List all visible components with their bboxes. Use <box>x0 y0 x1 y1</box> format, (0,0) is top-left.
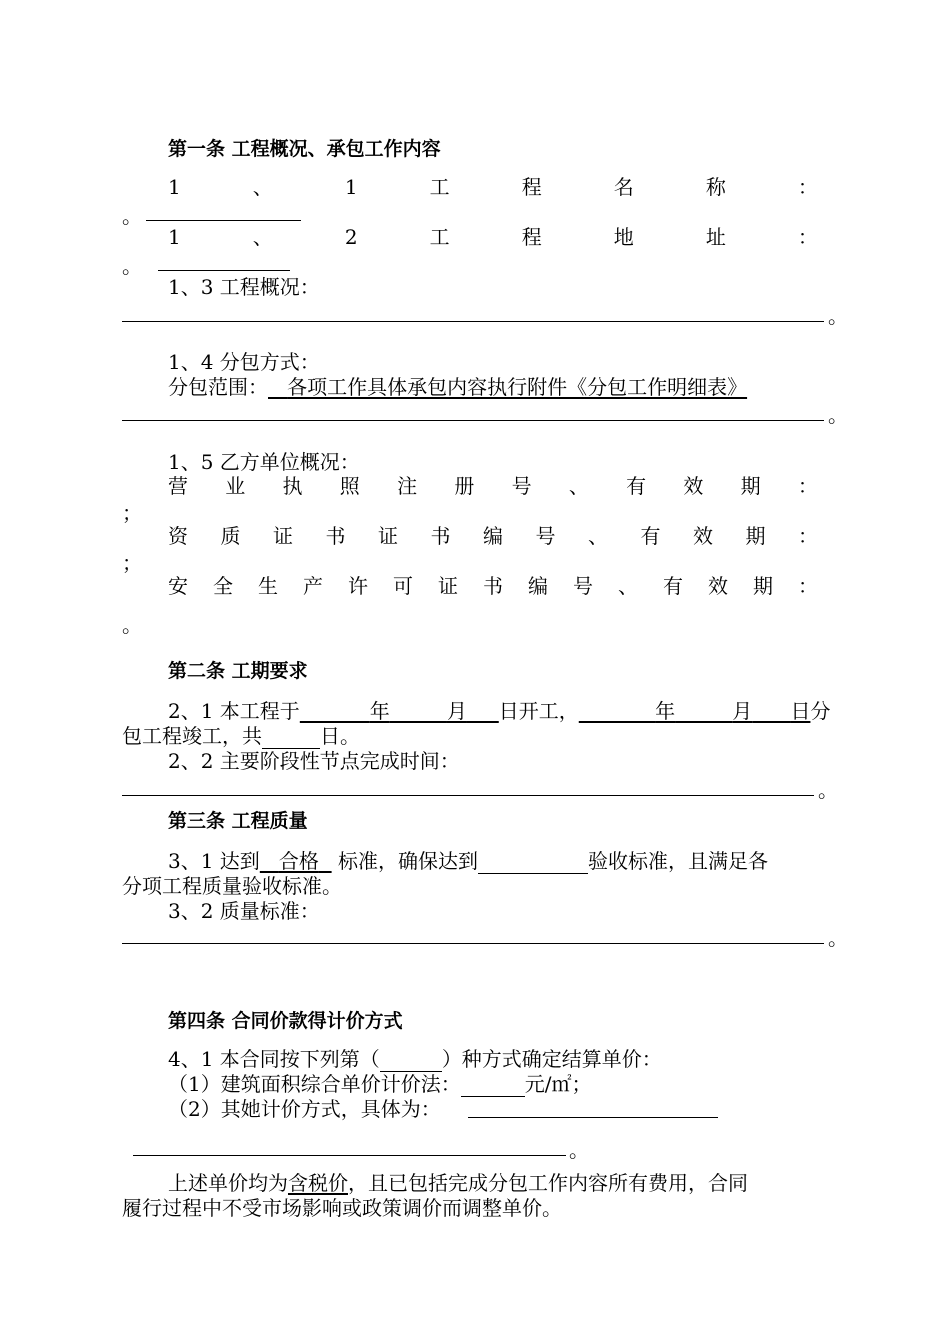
end-mark: 。 <box>828 403 848 427</box>
spaced-char: ： <box>798 524 818 548</box>
spaced-char: 期 <box>745 524 766 548</box>
safety-row <box>168 573 818 599</box>
method-label: 1、4 分包方式： <box>168 350 320 374</box>
acceptance-standard-blank[interactable] <box>478 851 588 874</box>
section-4-title: 第四条 合同价款得计价方式 <box>168 1010 403 1032</box>
spaced-char: 、 <box>252 225 273 249</box>
spaced-char: ： <box>798 574 818 598</box>
tax-included: 含税价 <box>288 1171 348 1195</box>
other-pricing-blank-2[interactable] <box>133 1155 566 1156</box>
semicolon: ； <box>122 501 142 525</box>
spaced-char: 营 <box>168 474 188 498</box>
project-address-row <box>168 224 818 250</box>
spaced-char: 有 <box>663 574 683 598</box>
end-date-blank[interactable]: 年 月 日 <box>655 699 811 723</box>
spaced-char: 地 <box>613 225 634 249</box>
spaced-char: 书 <box>325 524 346 548</box>
unit-price-blank[interactable] <box>461 1074 525 1097</box>
spaced-char: 资 <box>168 524 188 548</box>
spaced-char: 、 <box>568 474 589 498</box>
end-mark: 。 <box>122 613 142 637</box>
spaced-char: 号 <box>511 474 532 498</box>
other-pricing-blank[interactable] <box>468 1117 718 1118</box>
spaced-char: 书 <box>430 524 451 548</box>
milestone-blank[interactable] <box>122 795 814 796</box>
spaced-char: 产 <box>303 574 323 598</box>
quality-line-2: 分项工程质量验收标准。 <box>122 874 342 898</box>
price-note-line-2: 履行过程中不受市场影响或政策调价而调整单价。 <box>122 1196 562 1220</box>
spaced-char: 号 <box>573 574 593 598</box>
end-mark: 。 <box>828 926 848 950</box>
end-mark: 。 <box>818 778 838 802</box>
spaced-char: 名 <box>613 175 634 199</box>
spaced-char: 可 <box>393 574 413 598</box>
spaced-char: 程 <box>521 175 542 199</box>
milestone-label: 2、2 主要阶段性节点完成时间： <box>168 749 460 773</box>
spaced-char: 有 <box>626 474 647 498</box>
pricing-line-3: （2）其她计价方式，具体为： <box>168 1097 441 1121</box>
pricing-line-2: （1）建筑面积综合单价计价法： 元/㎡； <box>168 1072 592 1096</box>
end-mark: 。 <box>828 304 848 328</box>
project-name-row <box>168 174 818 200</box>
spaced-char: ： <box>797 474 818 498</box>
spaced-char: 全 <box>213 574 233 598</box>
scope-label: 分包范围： <box>168 375 268 399</box>
spaced-char: 证 <box>378 524 398 548</box>
spaced-char: 、 <box>618 574 638 598</box>
spaced-char: 证 <box>273 524 293 548</box>
spaced-char: 效 <box>693 524 713 548</box>
spaced-char: ： <box>797 225 818 249</box>
duration-days-blank[interactable] <box>262 726 320 749</box>
spaced-char: 安 <box>168 574 188 598</box>
schedule-line-2: 包工程竣工，共 日。 <box>122 724 360 748</box>
scope-value: 各项工作具体承包内容执行附件《分包工作明细表》 <box>287 375 748 399</box>
spaced-char: 效 <box>708 574 728 598</box>
spaced-char: 2 <box>344 225 358 249</box>
spaced-char: 编 <box>528 574 548 598</box>
project-name-blank[interactable] <box>146 220 301 221</box>
spaced-char: 1 <box>168 175 181 199</box>
quality-standard-label: 3、2 质量标准： <box>168 899 320 923</box>
spaced-char: 工 <box>429 175 450 199</box>
pricing-line-1: 4、1 本合同按下列第（ ）种方式确定结算单价： <box>168 1047 662 1071</box>
quality-grade[interactable]: 合格 <box>278 849 319 873</box>
scope-line <box>168 374 747 400</box>
spaced-char: 注 <box>397 474 418 498</box>
project-address-blank[interactable] <box>158 270 290 271</box>
spaced-char: 址 <box>705 225 726 249</box>
spaced-char: 执 <box>282 474 303 498</box>
spaced-char: 工 <box>429 225 450 249</box>
quality-line-1: 3、1 达到 合格 标准，确保达到 验收标准，且满足各 <box>168 849 768 873</box>
spaced-char: 、 <box>588 524 608 548</box>
section-1-title: 第一条 工程概况、承包工作内容 <box>168 138 441 160</box>
spaced-char: 质 <box>220 524 241 548</box>
section-3-title: 第三条 工程质量 <box>168 810 308 832</box>
spaced-char: 册 <box>454 474 475 498</box>
price-note-line-1: 上述单价均为含税价，且已包括完成分包工作内容所有费用，合同 <box>168 1171 748 1195</box>
spaced-char: 证 <box>438 574 458 598</box>
spaced-char: 1 <box>168 225 181 249</box>
scope-blank[interactable] <box>122 420 824 421</box>
section-2-title: 第二条 工期要求 <box>168 660 308 682</box>
spaced-char: 许 <box>348 574 368 598</box>
end-mark: 。 <box>122 204 142 228</box>
spaced-char: 称 <box>705 175 726 199</box>
spaced-char: 有 <box>640 524 661 548</box>
qualification-row <box>168 523 818 549</box>
license-row <box>168 473 818 499</box>
spaced-char: 期 <box>753 574 773 598</box>
quality-standard-blank[interactable] <box>122 943 824 944</box>
semicolon: ； <box>122 551 142 575</box>
pricing-method-blank[interactable] <box>380 1049 442 1072</box>
overview-blank[interactable] <box>122 321 824 322</box>
spaced-char: 编 <box>483 524 503 548</box>
spaced-char: 照 <box>339 474 360 498</box>
spaced-char: 号 <box>535 524 556 548</box>
end-mark: 。 <box>569 1138 589 1162</box>
spaced-char: ： <box>797 175 818 199</box>
spaced-char: 生 <box>258 574 278 598</box>
spaced-char: 、 <box>252 175 273 199</box>
spaced-char: 书 <box>483 574 503 598</box>
party-b-label: 1、5 乙方单位概况： <box>168 450 360 474</box>
spaced-char: 期 <box>740 474 761 498</box>
start-date-blank[interactable]: 年 月 <box>369 699 467 723</box>
spaced-char: 业 <box>225 474 246 498</box>
spaced-char: 1 <box>344 175 358 199</box>
overview-label: 1、3 工程概况： <box>168 275 320 299</box>
schedule-line-1: 2、1 本工程于 年 月 日开工， 年 月 日分 <box>168 699 831 723</box>
spaced-char: 程 <box>521 225 542 249</box>
spaced-char: 效 <box>683 474 704 498</box>
end-mark: 。 <box>122 254 142 278</box>
